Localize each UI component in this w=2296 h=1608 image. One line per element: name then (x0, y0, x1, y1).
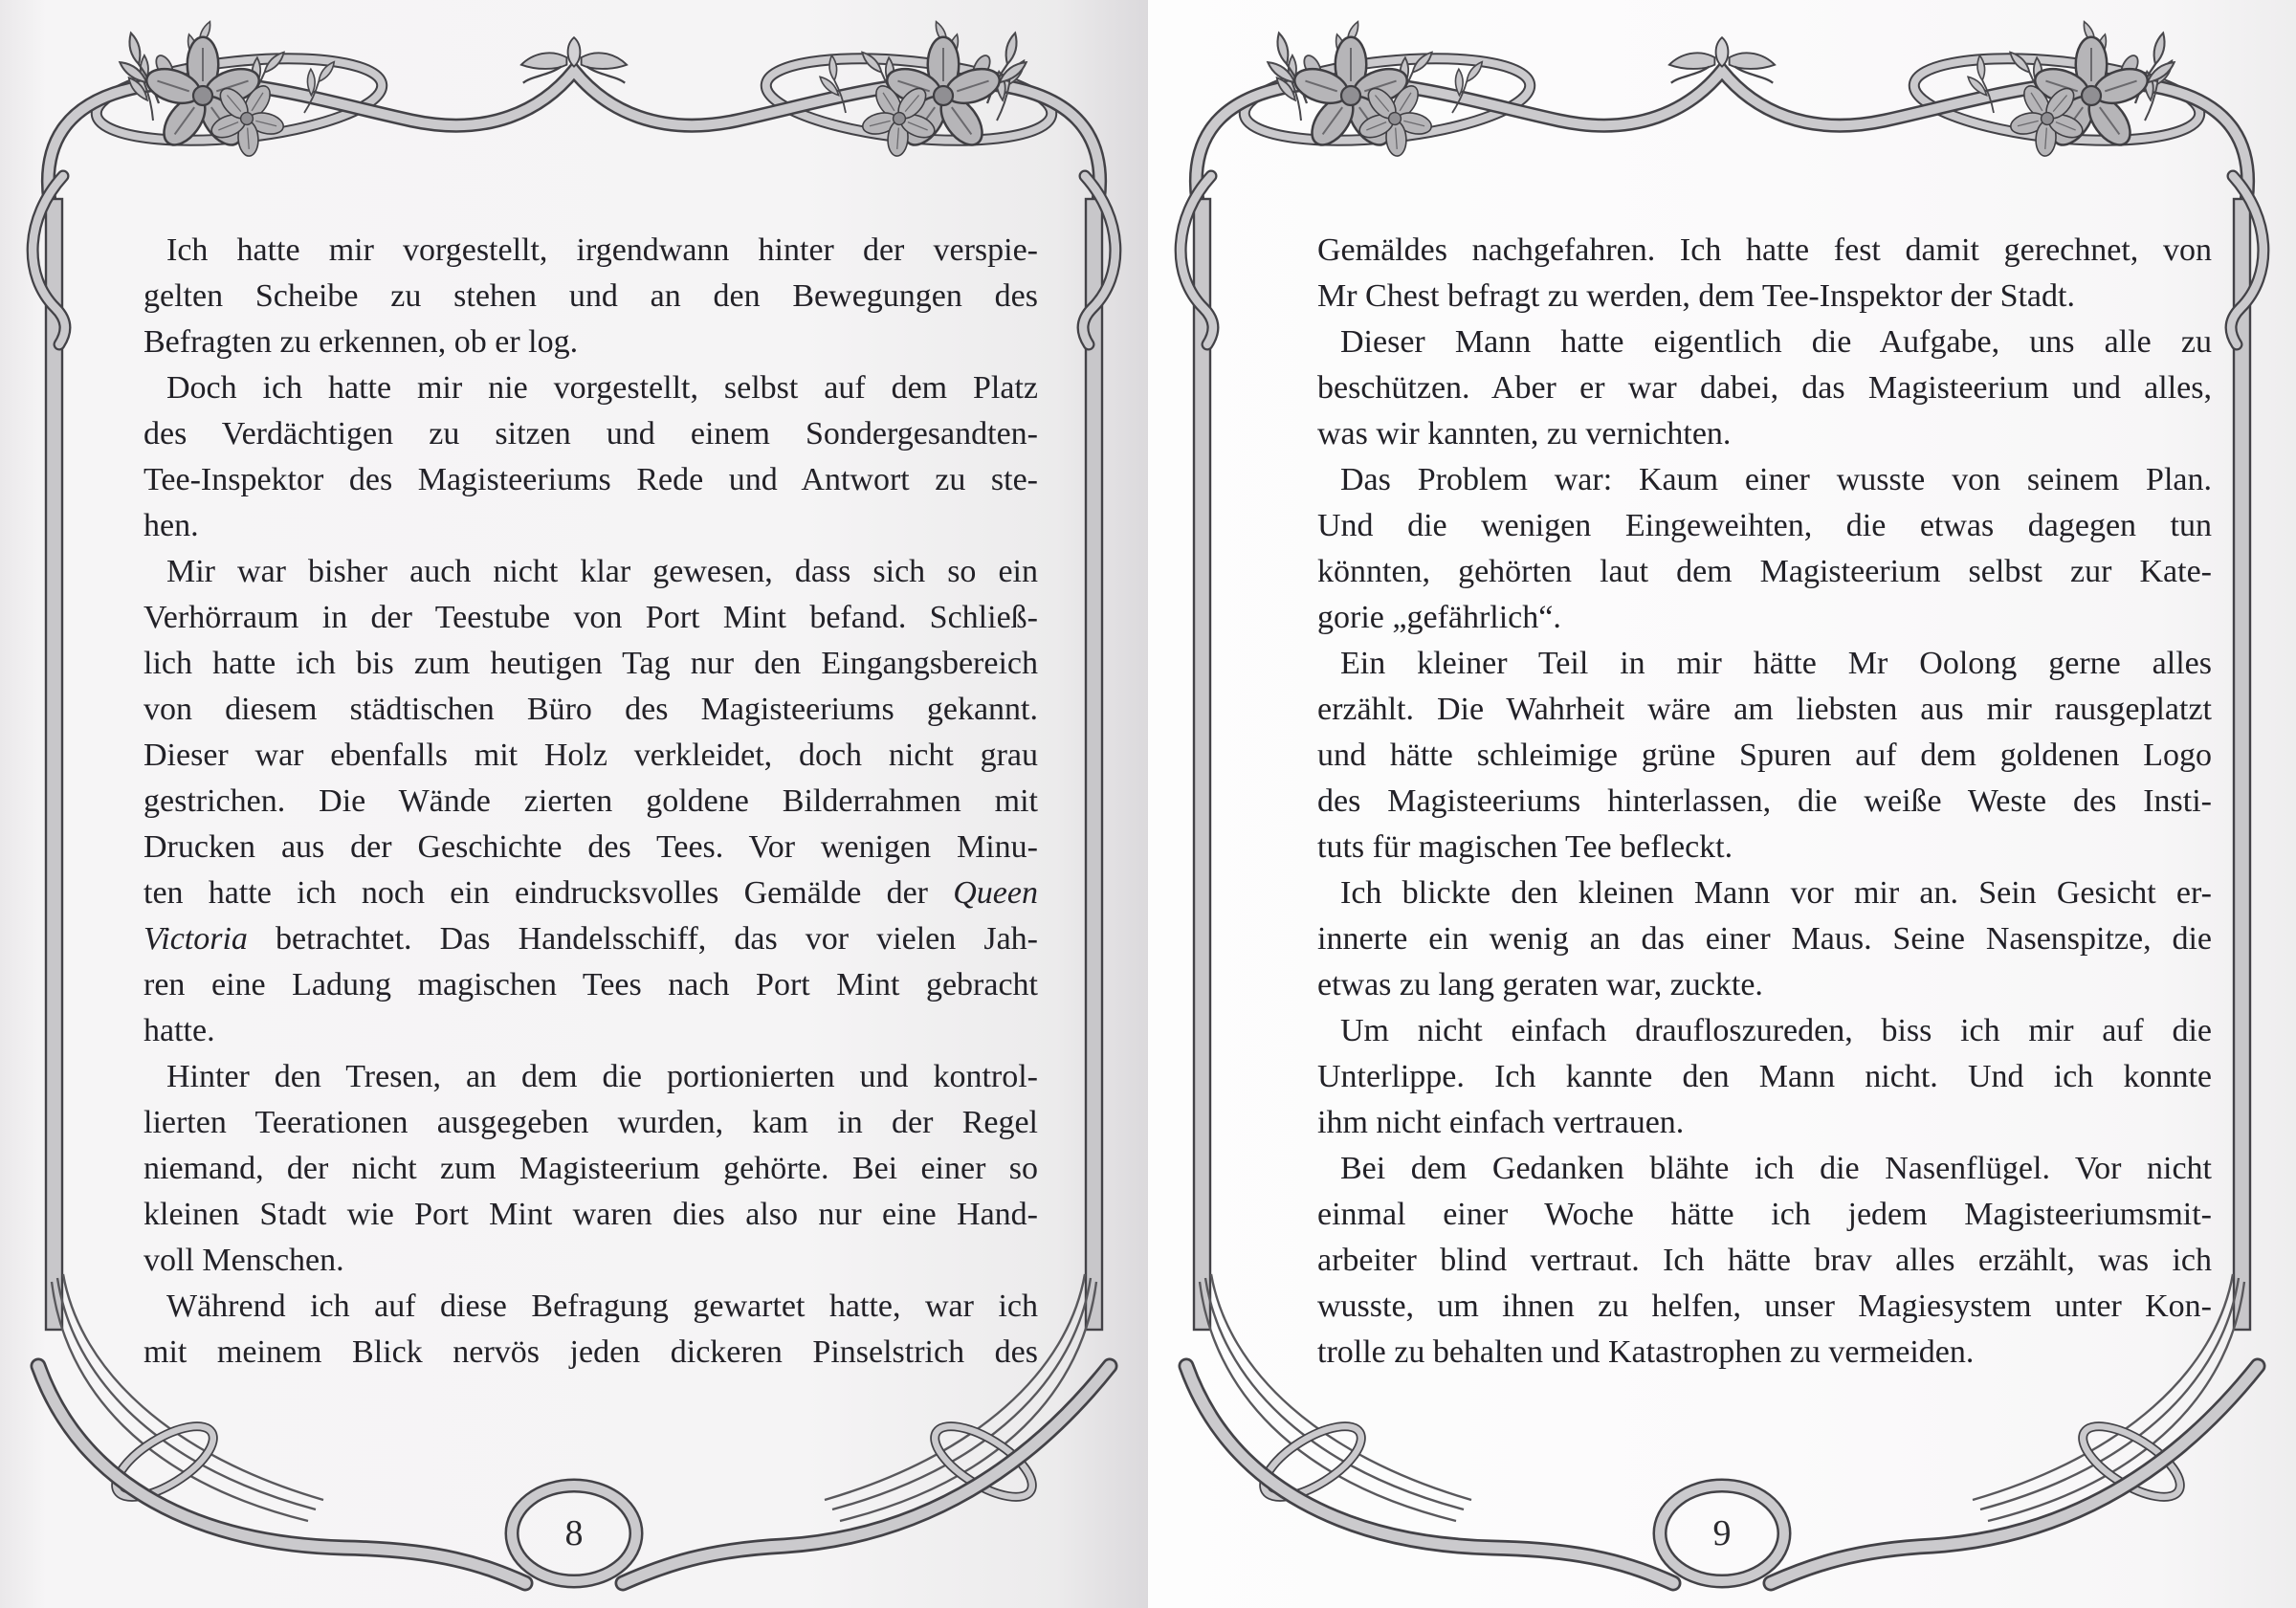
text-line: gelten Scheibe zu stehen und an den Bewegungen des (144, 278, 1038, 314)
text-line: Gemäldes nachgefahren. Ich hatte fest damit gerechnet, von (1317, 232, 2212, 268)
text-line: gorie „gefährlich“. (1317, 600, 1561, 635)
text-line: Drucken aus der Geschichte des Tees. Vor wenigen Minu- (144, 829, 1038, 865)
text-line: was wir kannten, zu vernichten. (1317, 416, 1732, 452)
text-line: Mr Chest befragt zu werden, dem Tee-Inspektor der Stadt. (1317, 278, 2075, 314)
text-line: Bei dem Gedanken blähte ich die Nasenflügel. Vor nicht (1340, 1151, 2212, 1186)
text-line: arbeiter blind vertraut. Ich hätte brav alles erzählt, was ich (1317, 1243, 2212, 1278)
text-line: einmal einer Woche hätte ich jedem Magisteeriumsmit- (1317, 1197, 2212, 1232)
text-line: etwas zu lang geraten war, zuckte. (1317, 967, 1763, 1002)
text-line: gestrichen. Die Wände zierten goldene Bilderrahmen mit (144, 783, 1038, 819)
text-line: Befragten zu erkennen, ob er log. (144, 324, 579, 360)
text-line: hen. (144, 508, 199, 543)
page-number: 9 (1712, 1513, 1732, 1553)
text-line: beschützen. Aber er war dabei, das Magisteerium und alles, (1317, 370, 2212, 406)
text-line: Doch ich hatte mir nie vorgestellt, selbst auf dem Platz (166, 370, 1038, 406)
book-page-right (1148, 0, 2296, 1608)
text-line: Unterlippe. Ich kannte den Mann nicht. Und ich konnte (1317, 1059, 2212, 1094)
text-line: Tee-Inspektor des Magisteeriums Rede und Antwort zu ste- (144, 462, 1038, 497)
text-line: Um nicht einfach draufloszureden, biss ich mir auf die (1340, 1013, 2212, 1048)
page-text (1317, 228, 2212, 1376)
text-line: niemand, der nicht zum Magisteerium gehörte. Bei einer so (144, 1151, 1038, 1186)
text-line: hatte. (144, 1013, 215, 1048)
text-line: mit meinem Blick nervös jeden dickeren Pinselstrich des (144, 1334, 1038, 1370)
text-line: innerte ein wenig an das einer Maus. Seine Nasenspitze, die (1317, 921, 2212, 957)
text-line: Das Problem war: Kaum einer wusste von seinem Plan. (1340, 462, 2212, 497)
text-line: und hätte schleimige grüne Spuren auf dem goldenen Logo (1317, 738, 2212, 773)
text-line: des Verdächtigen zu sitzen und einem Sondergesandten- (144, 416, 1038, 452)
text-line: voll Menschen. (144, 1243, 344, 1278)
text-line: Dieser war ebenfalls mit Holz verkleidet, doch nicht grau (144, 738, 1038, 773)
text-line: Ein kleiner Teil in mir hätte Mr Oolong gerne alles (1340, 646, 2212, 681)
text-line: ren eine Ladung magischen Tees nach Port Mint gebracht (144, 967, 1038, 1002)
text-line: ihm nicht einfach vertrauen. (1317, 1105, 1685, 1140)
text-line: von diesem städtischen Büro des Magisteeriums gekannt. (144, 692, 1038, 727)
text-line: Ich blickte den kleinen Mann vor mir an. Sein Gesicht er- (1340, 875, 2212, 911)
text-line: Victoria betrachtet. Das Handelsschiff, das vor vielen Jah- (144, 921, 1038, 957)
text-line: Dieser Mann hatte eigentlich die Aufgabe, uns alle zu (1340, 324, 2212, 360)
text-line: ten hatte ich noch ein eindrucksvolles Gemälde der Queen (144, 875, 1038, 911)
text-line: Mir war bisher auch nicht klar gewesen, dass sich so ein (166, 554, 1038, 589)
text-line: Während ich auf diese Befragung gewartet hatte, war ich (166, 1289, 1038, 1324)
text-line: Hinter den Tresen, an dem die portionierten und kontrol- (166, 1059, 1038, 1094)
text-line: lierten Teerationen ausgegeben wurden, kam in der Regel (144, 1105, 1038, 1140)
text-line: wusste, um ihnen zu helfen, unser Magiesystem unter Kon- (1317, 1289, 2212, 1324)
text-line: Ich hatte mir vorgestellt, irgendwann hinter der verspie- (166, 232, 1038, 268)
text-line: erzählt. Die Wahrheit wäre am liebsten aus mir rausgeplatzt (1317, 692, 2212, 727)
text-line: könnten, gehörten laut dem Magisteerium selbst zur Kate- (1317, 554, 2212, 589)
text-line: Und die wenigen Eingeweihten, die etwas dagegen tun (1317, 508, 2212, 543)
text-line: trolle zu behalten und Katastrophen zu vermeiden. (1317, 1334, 1975, 1370)
text-line: tuts für magischen Tee befleckt. (1317, 829, 1733, 865)
text-line: des Magisteeriums hinterlassen, die weiße Weste des Insti- (1317, 783, 2212, 819)
text-line: lich hatte ich bis zum heutigen Tag nur den Eingangsbereich (144, 646, 1038, 681)
page-text (144, 228, 1038, 1376)
text-line: Verhörraum in der Teestube von Port Mint befand. Schließ- (144, 600, 1038, 635)
page-number: 8 (564, 1513, 584, 1553)
text-line: kleinen Stadt wie Port Mint waren dies also nur eine Hand- (144, 1197, 1038, 1232)
